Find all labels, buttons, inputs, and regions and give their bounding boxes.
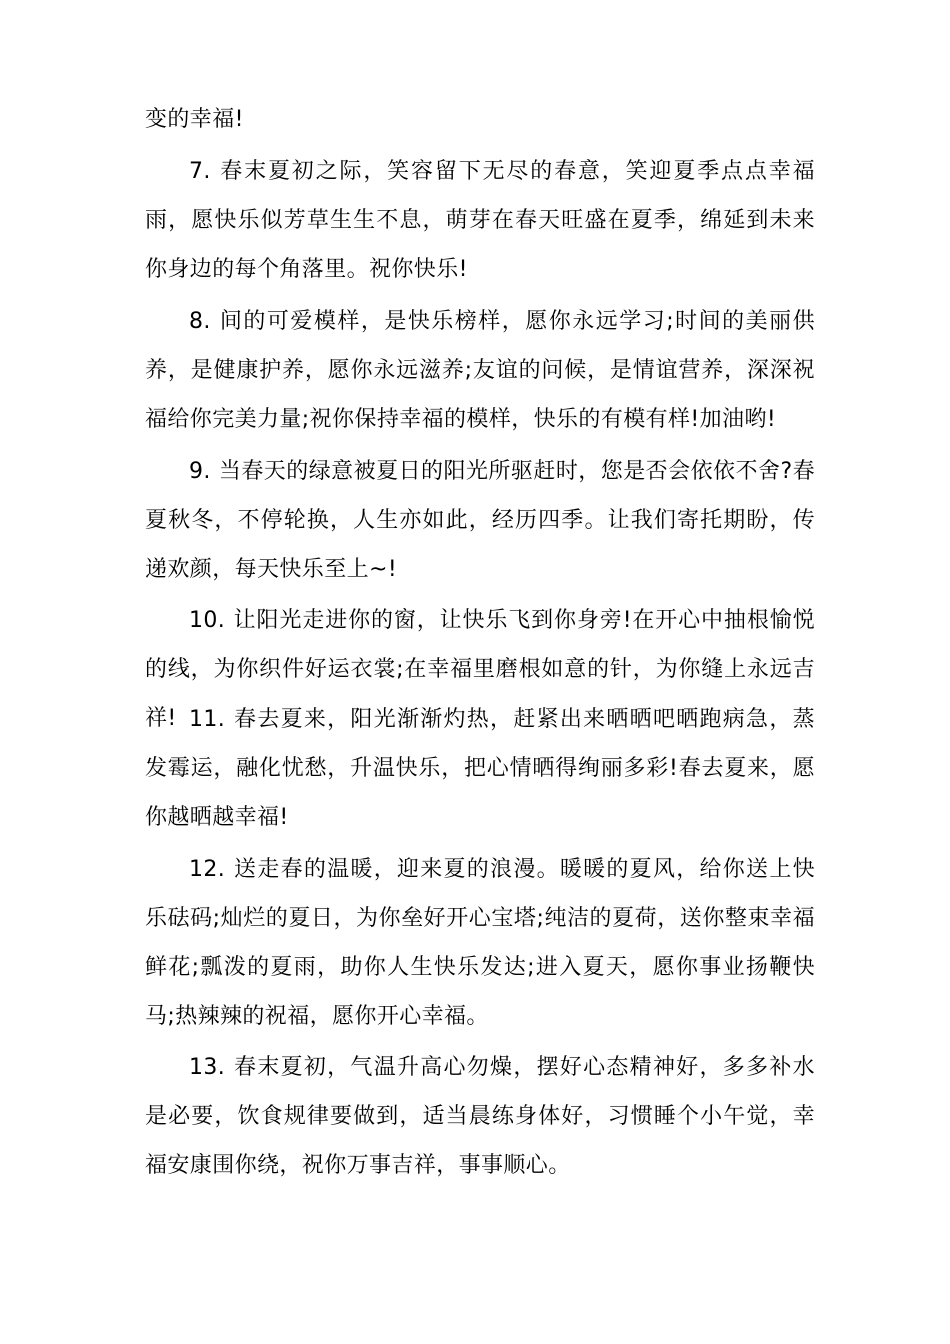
paragraph-number: 9. [189,459,211,484]
paragraph-number: 11. [189,707,226,732]
paragraph-text: 让阳光走进你的窗，让快乐飞到你身旁!在开心中抽根愉悦的线，为你织件好运衣裳;在幸福里磨根如意的针，为你缝上永远吉祥! [145,608,815,731]
paragraph-13 [145,1043,815,1190]
paragraph-continued [145,95,815,144]
paragraph-text: 春末夏初，气温升高心勿燥，摆好心态精神好，多多补水是必要，饮食规律要做到，适当晨练身体好，习惯睡个小午觉，幸福安康围你绕，祝你万事吉祥，事事顺心。 [145,1055,815,1178]
paragraph-text: 变的幸福! [145,107,244,132]
paragraph-number: 8. [189,309,211,334]
paragraph-text: 春去夏来，阳光渐渐灼热，赶紧出来晒晒吧晒跑病急，蒸发霉运，融化忧愁，升温快乐，把心情晒得绚丽多彩!春去夏来，愿你越晒越幸福! [145,707,815,830]
paragraph-number: 10. [189,608,226,633]
paragraph-9 [145,447,815,594]
paragraph-text: 春末夏初之际，笑容留下无尽的春意，笑迎夏季点点幸福雨，愿快乐似芳草生生不息，萌芽在春天旺盛在夏季，绵延到未来你身边的每个角落里。祝你快乐! [145,159,815,282]
paragraph-7 [145,147,815,294]
paragraph-12 [145,845,815,1041]
paragraph-number: 13. [189,1055,226,1080]
paragraph-number: 7. [189,159,211,184]
paragraph-11 [145,695,815,842]
paragraph-text: 间的可爱模样，是快乐榜样，愿你永远学习;时间的美丽供养，是健康护养，愿你永远滋养;友谊的问候，是情谊营养，深深祝福给你完美力量;祝你保持幸福的模样，快乐的有模有样!加油哟! [145,309,815,432]
paragraph-number: 12. [189,857,226,882]
paragraph-text: 当春天的绿意被夏日的阳光所驱赶时，您是否会依依不舍?春夏秋冬，不停轮换，人生亦如此，经历四季。让我们寄托期盼，传递欢颜，每天快乐至上~! [145,459,815,582]
paragraph-8 [145,297,815,444]
paragraph-text: 送走春的温暖，迎来夏的浪漫。暖暖的夏风，给你送上快乐砝码;灿烂的夏日，为你垒好开心宝塔;纯洁的夏荷，送你整束幸福鲜花;瓢泼的夏雨，助你人生快乐发达;进入夏天，愿你事业扬鞭快马;热辣辣的祝福，愿你开心幸福。 [145,857,815,1029]
